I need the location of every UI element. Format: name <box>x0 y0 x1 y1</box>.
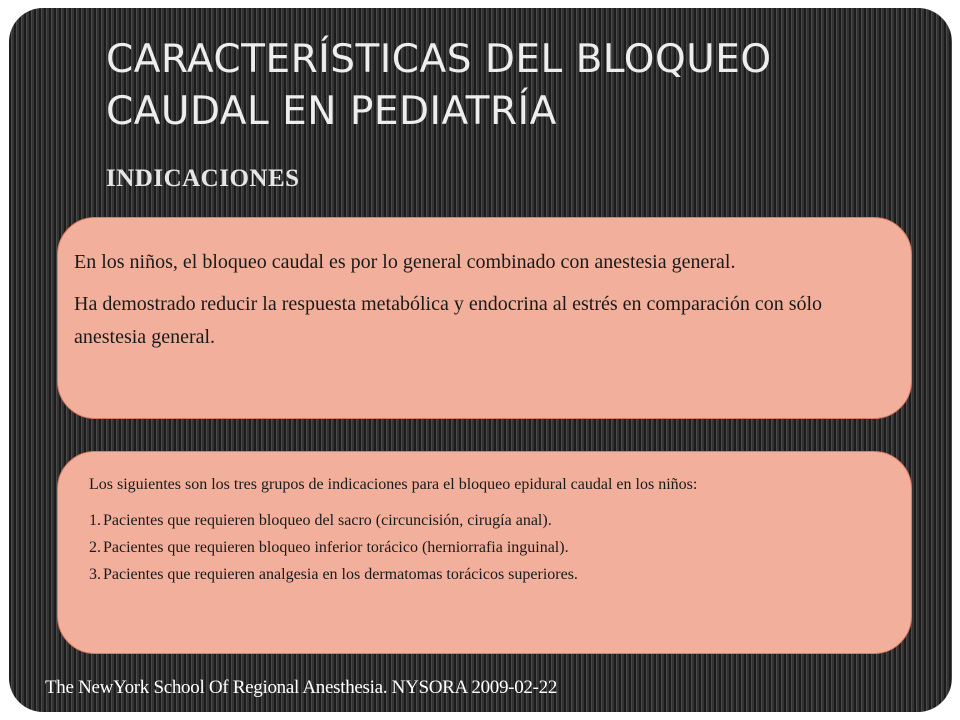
list-item-text: Pacientes que requieren analgesia en los dermatomas torácicos superiores. <box>103 566 578 583</box>
list-item-number: 1. <box>89 512 101 529</box>
list-item-text: Pacientes que requieren bloqueo del sacro (circuncisión, cirugía anal). <box>103 512 552 529</box>
summary-paragraph: En los niños, el bloqueo caudal es por lo general combinado con anestesia general. <box>74 251 736 273</box>
list-item <box>89 561 881 588</box>
list-item-number: 3. <box>89 566 101 583</box>
summary-paragraph: Ha demostrado reducir la respuesta metabólica y endocrina al estrés en comparación con sólo anestesia general. <box>74 293 823 348</box>
list-intro: Los siguientes son los tres grupos de indicaciones para el bloqueo epidural caudal en los niños: <box>89 476 698 493</box>
indications-list-box <box>57 451 912 654</box>
slide-title: CARACTERÍSTICAS DEL BLOQUEO CAUDAL EN PEDIATRÍA <box>106 37 772 134</box>
list-item-number: 2. <box>89 539 101 556</box>
indications-list <box>89 507 881 588</box>
list-item <box>89 507 881 534</box>
slide-subtitle: INDICACIONES <box>106 165 300 192</box>
list-item-text: Pacientes que requieren bloqueo inferior torácico (herniorrafia inguinal). <box>103 539 569 556</box>
list-item <box>89 534 881 561</box>
source-footer: The NewYork School Of Regional Anesthesia. NYSORA 2009-02-22 <box>45 677 558 698</box>
indications-summary-box <box>57 217 912 419</box>
slide <box>9 8 952 712</box>
